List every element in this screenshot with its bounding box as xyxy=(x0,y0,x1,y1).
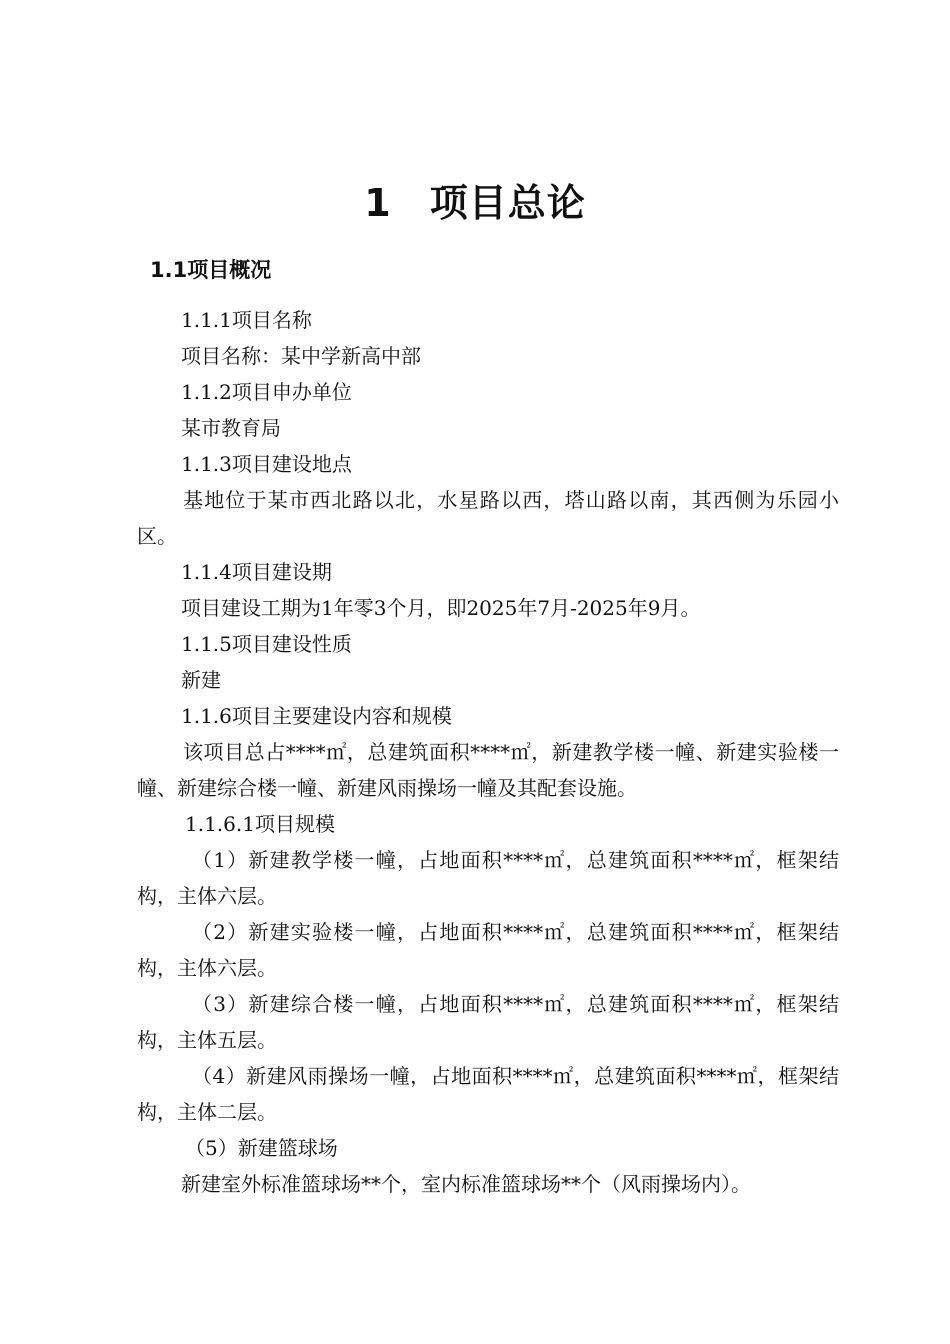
chapter-title-text: 项目总论 xyxy=(429,181,586,225)
subsection-heading-1-1-6: 1.1.6项目主要建设内容和规模 xyxy=(181,704,452,728)
list-item: （4）新建风雨操场一幢，占地面积****㎡，总建筑面积****㎡，框架结构，主体二层。 xyxy=(137,1064,839,1124)
subsection-heading-1-1-4: 1.1.4项目建设期 xyxy=(181,560,332,584)
document-body xyxy=(137,302,839,1202)
list-item: （5）新建篮球场 xyxy=(185,1136,338,1160)
chapter-number: 1 xyxy=(364,181,392,225)
section-title: 1.1项目概况 xyxy=(150,258,272,282)
list-item: （2）新建实验楼一幢，占地面积****㎡，总建筑面积****㎡，框架结构，主体六层。 xyxy=(137,920,839,980)
subsection-heading-1-1-5: 1.1.5项目建设性质 xyxy=(181,632,352,656)
nature-text: 新建 xyxy=(181,668,221,692)
location-paragraph: 基地位于某市西北路以北，水星路以西，塔山路以南，其西侧为乐园小区。 xyxy=(137,488,839,548)
chapter-title xyxy=(0,172,950,227)
scope-paragraph: 该项目总占****㎡，总建筑面积****㎡，新建教学楼一幢、新建实验楼一幢、新建综合楼一幢、新建风雨操场一幢及其配套设施。 xyxy=(137,740,839,800)
subsection-heading-1-1-6-1: 1.1.6.1项目规模 xyxy=(185,812,335,836)
schedule-text: 项目建设工期为1年零3个月，即2025年7月-2025年9月。 xyxy=(181,596,701,620)
sponsor-text: 某市教育局 xyxy=(181,416,281,440)
project-name-text: 项目名称：某中学新高中部 xyxy=(181,344,421,368)
subsection-heading-1-1-3: 1.1.3项目建设地点 xyxy=(181,452,352,476)
list-item: （3）新建综合楼一幢，占地面积****㎡，总建筑面积****㎡，框架结构，主体五层。 xyxy=(137,992,839,1052)
list-item: （1）新建教学楼一幢，占地面积****㎡，总建筑面积****㎡，框架结构，主体六层。 xyxy=(137,848,839,908)
subsection-heading-1-1-2: 1.1.2项目申办单位 xyxy=(181,380,352,404)
subsection-heading-1-1-1: 1.1.1项目名称 xyxy=(181,308,312,332)
basketball-text: 新建室外标准篮球场**个，室内标准篮球场**个（风雨操场内）。 xyxy=(181,1172,751,1196)
